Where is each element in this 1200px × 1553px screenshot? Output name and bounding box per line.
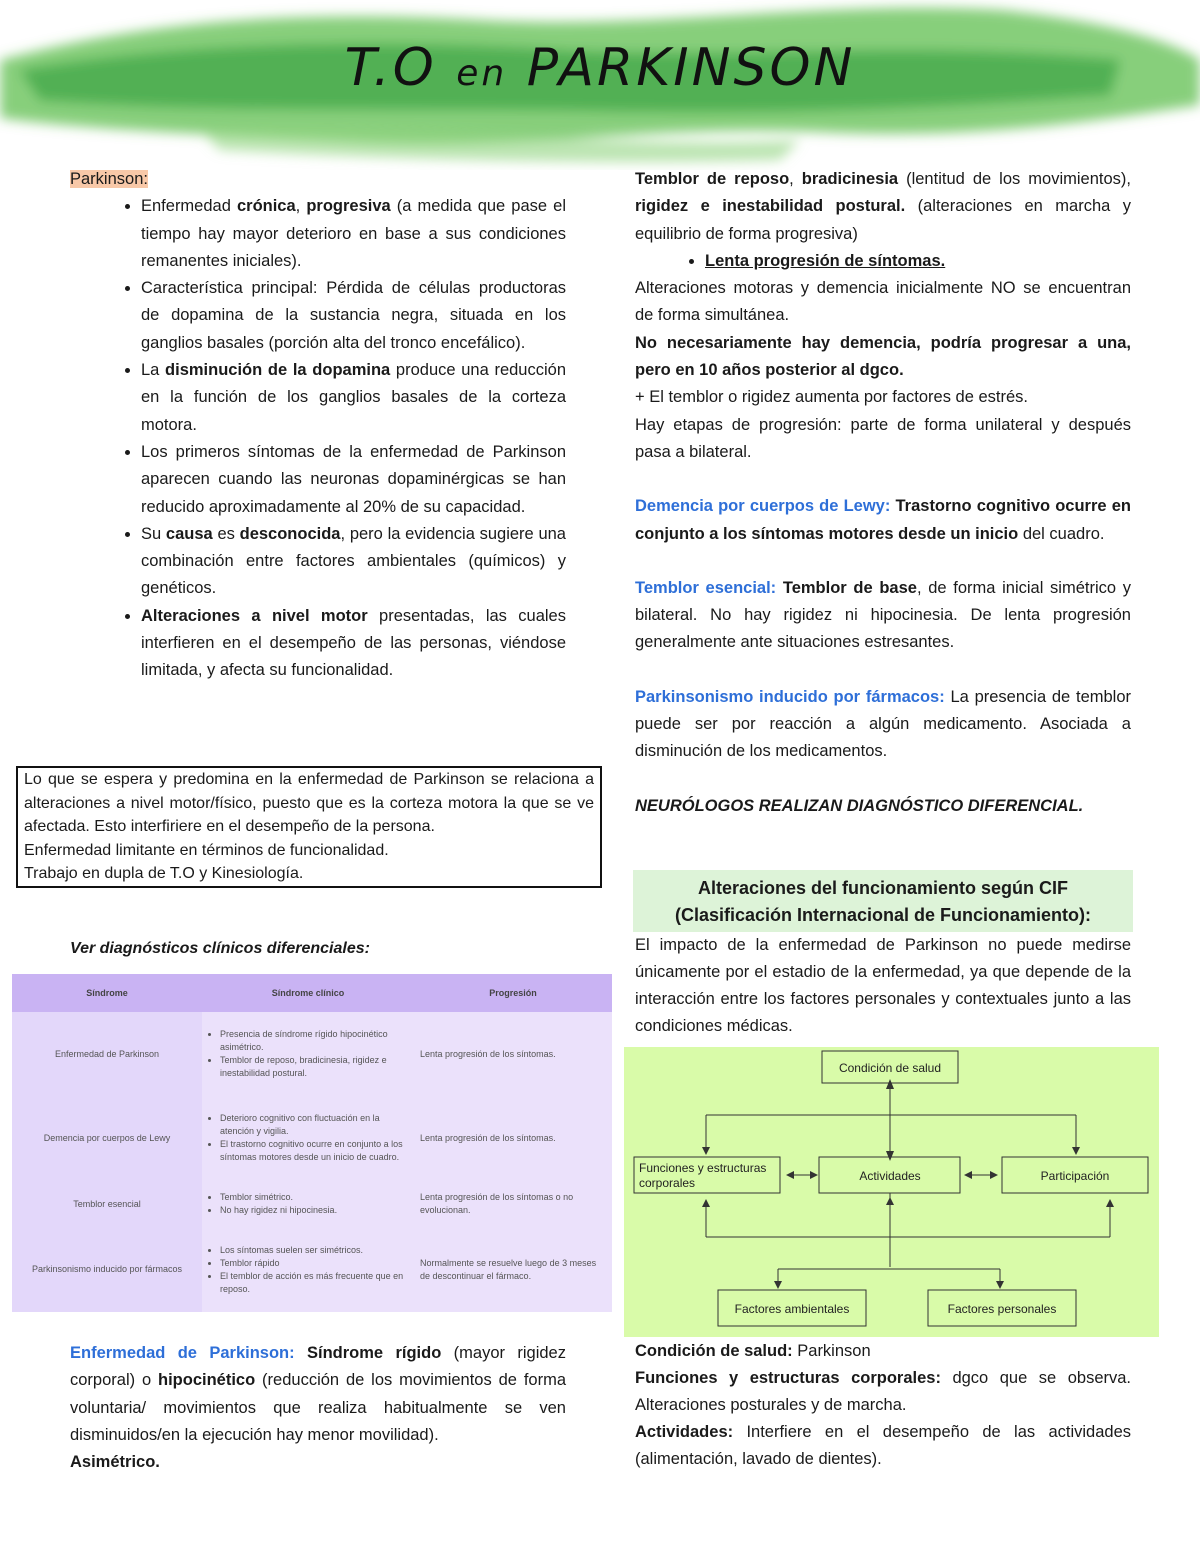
paragraph: Alteraciones motoras y demencia inicialmente NO se encuentran de forma simultánea. — [635, 279, 1131, 325]
table-header: Síndrome clínico — [202, 974, 414, 1012]
box-line: Trabajo en dupla de T.O y Kinesiología. — [24, 865, 304, 882]
esencial-paragraph: Temblor esencial: Temblor de base, de forma inicial simétrico y bilateral. No hay rigidez ni hipocinesia. De lenta progresión generalmente ante situaciones estresantes. — [635, 578, 1131, 652]
page-title: T.O en PARKINSON — [344, 38, 856, 98]
neuro-note: NEURÓLOGOS REALIZAN DIAGNÓSTICO DIFERENCIAL. — [635, 796, 1084, 815]
parkinson-label: Parkinson: — [70, 170, 148, 188]
table-row: Temblor esencial • Temblor simétrico. • No hay rigidez ni hipocinesia. Lenta progresión de los síntomas o no evolucionan. — [12, 1180, 612, 1228]
differential-table — [12, 974, 612, 1312]
cif-definitions — [635, 1338, 1131, 1473]
definition: Actividades: Interfiere en el desempeño de las actividades (alimentación, lavado de dientes). — [635, 1423, 1131, 1468]
table-header: Síndrome — [12, 974, 202, 1012]
paragraph: + El temblor o rigidez aumenta por factores de estrés. — [635, 388, 1028, 407]
box-line: Lo que se espera y predomina en la enfermedad de Parkinson se relaciona a alteraciones a nivel motor/físico, puesto que es la corteza motora la que se ve afectada. Esto interfiriere en el desempeño de la persona. — [24, 771, 594, 835]
table-row: Demencia por cuerpos de Lewy • Deterioro cognitivo con fluctuación en la atención y vigilia. • El trastorno cognitivo ocurre en conjunto a los síntomas motores desde un inicio de cuadro. Lenta progresión de los síntomas. — [12, 1096, 612, 1180]
paragraph: Hay etapas de progresión: parte de forma unilateral y después pasa a bilateral. — [635, 415, 1131, 461]
definition: Condición de salud: Parkinson — [635, 1342, 871, 1360]
box-line: Enfermedad limitante en términos de funcionalidad. — [24, 841, 389, 859]
table-header: Progresión — [414, 974, 612, 1012]
right-column — [635, 166, 1131, 820]
node-funciones-2: corporales — [639, 1176, 696, 1190]
list-item: • La disminución de la dopamina produce una reducción en la función de los ganglios basales de la corteza motora. — [141, 357, 566, 439]
paragraph: Temblor de reposo, bradicinesia (lentitud de los movimientos), rigidez e inestabilidad postural. (alteraciones en marcha y equilibrio de forma progresiva) — [635, 170, 1131, 243]
list-item: • Característica principal: Pérdida de células productoras de dopamina de la sustancia negra, situada en los ganglios basales (porción alta del tronco encefálico). — [141, 275, 566, 357]
node-personales: Factores personales — [947, 1302, 1057, 1316]
table-row: Enfermedad de Parkinson • Presencia de síndrome rígido hipocinético asimétrico. • Temblor de reposo, bradicinesia, rigidez e inestabilidad postural. Lenta progresión de los síntomas. — [12, 1012, 612, 1096]
node-participacion: Participación — [1040, 1169, 1110, 1183]
node-salud: Condición de salud — [838, 1061, 942, 1075]
node-funciones: Funciones y estructuras — [639, 1161, 767, 1175]
cif-diagram — [624, 1047, 1159, 1337]
list-item: • Los primeros síntomas de la enfermedad de Parkinson aparecen cuando las neuronas dopaminérgicas se han reducido aproximadamente al 20% de su capacidad. — [141, 439, 566, 521]
list-item: • Lenta progresión de síntomas. — [705, 248, 1131, 275]
parkinson-bullets — [70, 193, 566, 684]
cif-title: Alteraciones del funcionamiento según CIF (Clasificación Internacional de Funcionamiento): — [633, 870, 1133, 932]
differential-title: Ver diagnósticos clínicos diferenciales: — [70, 940, 370, 957]
summary-box — [16, 766, 602, 888]
node-actividades: Actividades — [859, 1169, 921, 1183]
list-item: • Alteraciones a nivel motor presentadas, las cuales interfieren en el desempeño de las personas, viéndose limitada, y afecta su funcionalidad. — [141, 603, 566, 685]
farmacos-paragraph: Parkinsonismo inducido por fármacos: La presencia de temblor puede ser por reacción a algún medicamento. Asociada a disminución de los medicamentos. — [635, 687, 1131, 761]
node-ambientales: Factores ambientales — [734, 1302, 850, 1316]
list-item: • Enfermedad crónica, progresiva (a medida que pase el tiempo hay mayor deterioro en base a sus condiciones remanentes iniciales). — [141, 193, 566, 275]
cif-intro: El impacto de la enfermedad de Parkinson no puede medirse únicamente por el estadio de la enfermedad, ya que depende de la interacción entre los factores personales y contextuales junto a las condiciones médicas. — [635, 936, 1131, 1035]
definition: Funciones y estructuras corporales: dgco que se observa. Alteraciones posturales y de marcha. — [635, 1369, 1131, 1414]
list-item: • Su causa es desconocida, pero la evidencia sugiere una combinación entre factores ambientales (químicos) y genéticos. — [141, 521, 566, 603]
lewy-paragraph: Demencia por cuerpos de Lewy: Trastorno cognitivo ocurre en conjunto a los síntomas motores desde un inicio del cuadro. — [635, 497, 1131, 543]
paragraph: No necesariamente hay demencia, podría progresar a una, pero en 10 años posterior al dgco. — [635, 333, 1131, 380]
table-row: Parkinsonismo inducido por fármacos • Los síntomas suelen ser simétricos. • Temblor rápido • El temblor de acción es más frecuente que en reposo. Normalmente se resuelve luego de 3 meses de descontinuar el fármaco. — [12, 1228, 612, 1312]
parkinson-definition: Enfermedad de Parkinson: Síndrome rígido (mayor rigidez corporal) o hipocinético (reducción de los movimientos de forma voluntaria/ movimientos que realiza habitualmente se ven disminuidos/en la ejecución hay menor movilidad). Asimétrico. — [70, 1344, 566, 1472]
left-column — [70, 166, 566, 685]
